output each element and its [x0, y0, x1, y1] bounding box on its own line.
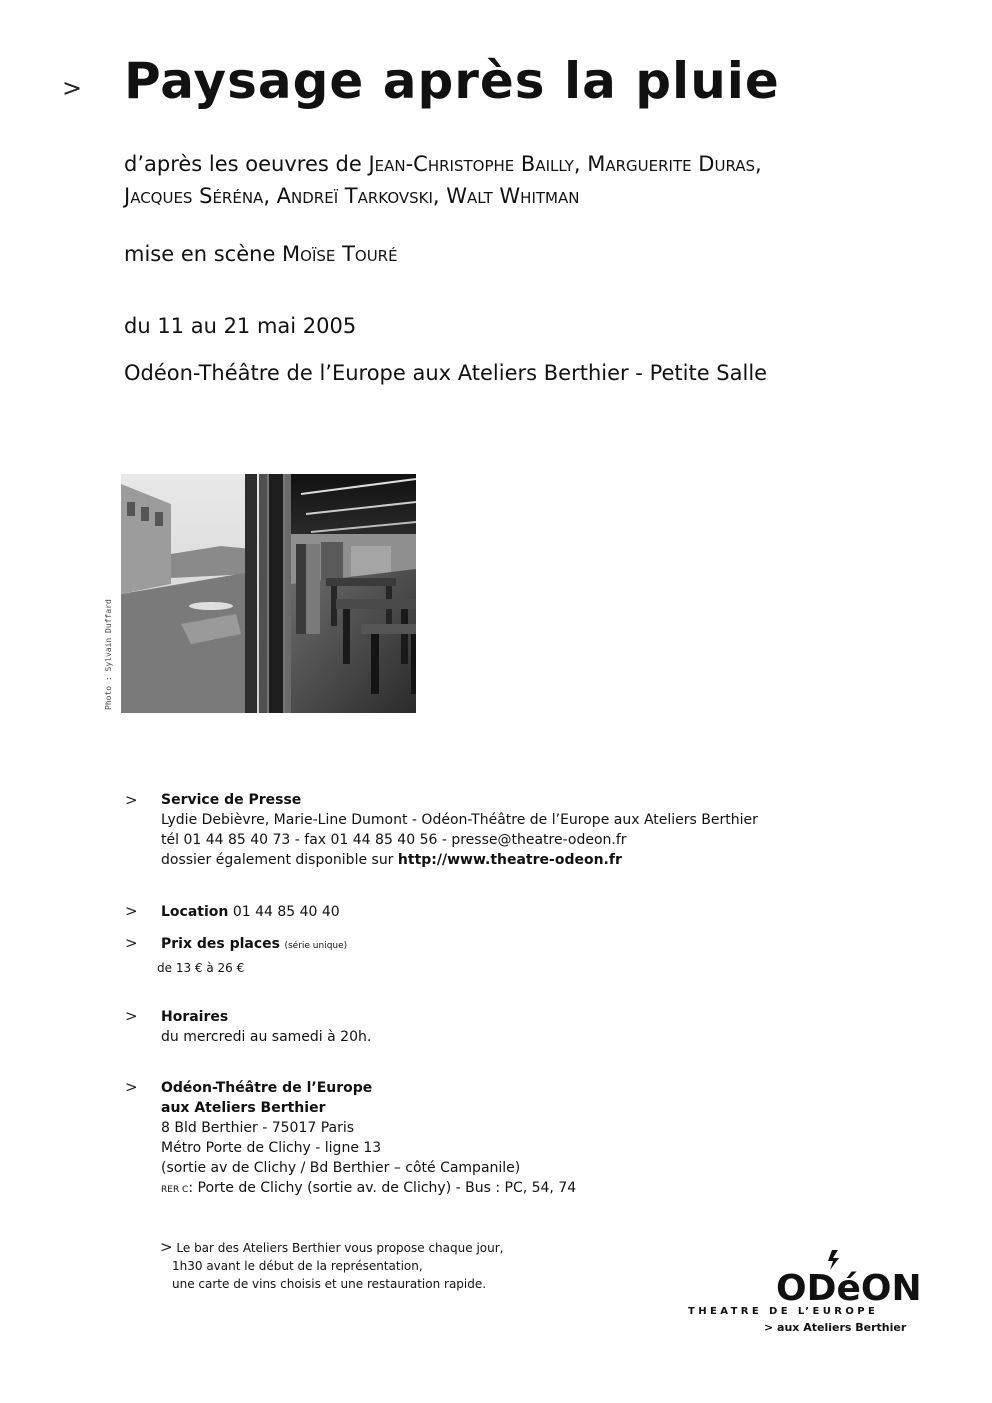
photo-image	[121, 474, 416, 713]
press-arrow: >	[125, 791, 138, 809]
bar-note-line-3: une carte de vins choisis et une restauration rapide.	[172, 1277, 487, 1291]
location-phone: 01 44 85 40 40	[228, 904, 340, 920]
logo-name: ODéON	[776, 1268, 922, 1309]
address-block	[161, 1078, 576, 1200]
address-exit: (sortie av de Clichy / Bd Berthier – côté Campanile)	[161, 1160, 521, 1176]
bar-note-text-1: Le bar des Ateliers Berthier vous propose chaque jour,	[172, 1241, 504, 1255]
venue-line: Odéon-Théâtre de l’Europe aux Ateliers Berthier - Petite Salle	[124, 361, 768, 385]
bar-note	[160, 1238, 503, 1293]
address-rer-bus: : Porte de Clichy (sortie av. de Clichy) - Bus : PC, 54, 74	[188, 1180, 577, 1196]
hours-block	[161, 1007, 371, 1047]
bar-note-line-1	[160, 1238, 503, 1257]
page-title: Paysage après la pluie	[124, 52, 780, 110]
lightning-icon	[828, 1250, 839, 1270]
prices-arrow: >	[125, 934, 138, 952]
press-phone-email: tél 01 44 85 40 73 - fax 01 44 85 40 56 - presse@theatre-odeon.fr	[161, 832, 627, 848]
press-heading: Service de Presse	[161, 792, 302, 808]
address-heading-2: aux Ateliers Berthier	[161, 1100, 326, 1116]
bar-note-line-2: 1h30 avant le début de la représentation,	[172, 1259, 423, 1273]
address-street: 8 Bld Berthier - 75017 Paris	[161, 1120, 355, 1136]
address-metro: Métro Porte de Clichy - ligne 13	[161, 1140, 382, 1156]
address-arrow: >	[125, 1078, 138, 1096]
director-line	[124, 242, 398, 266]
location-line	[161, 902, 340, 922]
authors-block	[124, 148, 762, 212]
director-prefix: mise en scène	[124, 242, 283, 266]
press-contacts: Lydie Debièvre, Marie-Line Dumont - Odéon-Théâtre de l’Europe aux Ateliers Berthier	[161, 812, 758, 828]
press-dossier-line	[161, 850, 758, 870]
production-photo	[121, 474, 416, 713]
odeon-logo	[686, 1248, 946, 1338]
authors-names-1: Jean-Christophe Bailly, Marguerite Duras,	[368, 152, 762, 176]
prices-range: de 13 € à 26 €	[157, 961, 245, 975]
address-rer-line	[161, 1178, 576, 1200]
performance-dates: du 11 au 21 mai 2005	[124, 314, 357, 338]
logo-subtitle: THEATRE DE L’EUROPE	[688, 1306, 879, 1317]
bar-note-arrow: >	[160, 1238, 173, 1256]
prices-note: (série unique)	[284, 941, 348, 951]
logo-tagline: > aux Ateliers Berthier	[764, 1321, 907, 1334]
address-heading-1: Odéon-Théâtre de l’Europe	[161, 1080, 373, 1096]
press-dossier-prefix: dossier également disponible sur	[161, 852, 398, 868]
location-heading: Location	[161, 904, 229, 920]
hours-text: du mercredi au samedi à 20h.	[161, 1029, 372, 1045]
rer-label: RER C	[161, 1185, 189, 1195]
website-link[interactable]: http://www.theatre-odeon.fr	[397, 852, 622, 868]
location-arrow: >	[125, 902, 138, 920]
prices-heading: Prix des places	[161, 936, 280, 952]
odeon-logo-graphic	[686, 1248, 946, 1338]
prices-heading-line	[161, 934, 347, 956]
press-block	[161, 790, 758, 870]
hours-heading: Horaires	[161, 1009, 229, 1025]
hours-arrow: >	[125, 1007, 138, 1025]
authors-names-2: Jacques Séréna, Andreï Tarkovski, Walt Whitman	[124, 184, 580, 208]
photo-credit: Photo : Sylvain Duffard	[104, 599, 113, 710]
title-arrow: >	[62, 74, 83, 102]
authors-prefix: d’après les oeuvres de	[124, 152, 369, 176]
director-name: Moïse Touré	[282, 242, 398, 266]
authors-line-1	[124, 148, 762, 180]
